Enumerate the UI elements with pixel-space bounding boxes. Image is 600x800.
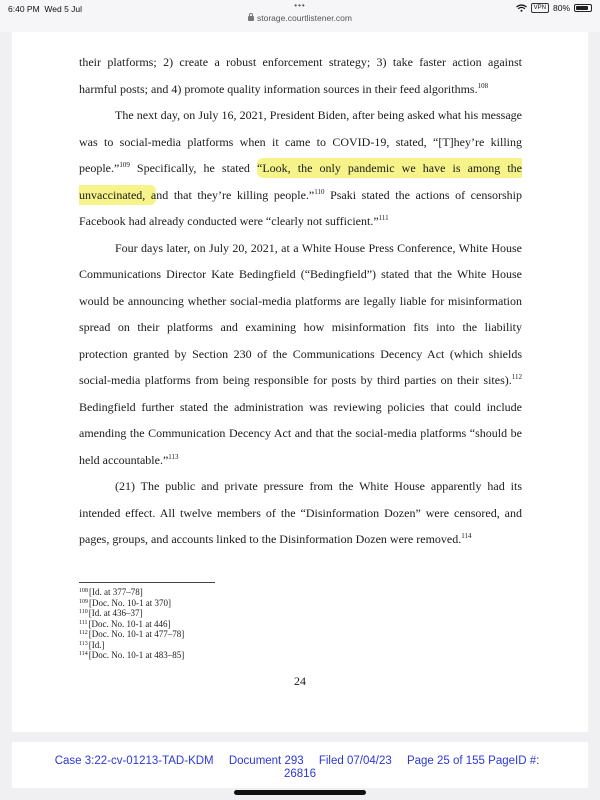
footnote-item: $^{109}$[Doc. No. 10-1 at 370] (79, 597, 171, 608)
paragraph-2: The next day, on July 16, 2021, President Biden, after being asked what his message was to social-media platforms when it came to COVID-19, stated, “[T]hey’re killing people.”$^{109}$ Specifically, he stated “Look, the only pandemic we have is among the unvaccinated, and that they’re killing people.”$^{110}$ Psaki stated the actions of censorship Facebook had already conducted were “clearly not sufficient.”$^{111}$ (79, 108, 522, 228)
document-page (12, 32, 588, 732)
lock-icon (248, 16, 254, 21)
footnote-ref[interactable]: 109 (119, 161, 130, 169)
footnote-item: $^{114}$[Doc. No. 10-1 at 483–85] (79, 650, 185, 660)
footnote-divider (79, 582, 215, 583)
tab-overview-dots-icon[interactable]: ••• (294, 1, 306, 10)
footnotes (79, 587, 184, 661)
page-id: 26816 (284, 768, 316, 780)
paragraph-4: (21) The public and private pressure from the White House apparently had its intended effect. All twelve members of the “Disinformation Dozen” were censored, and pages, groups, and accounts linked to the Disinformation Dozen were removed.$^{114}$ (79, 479, 522, 546)
paragraph-3: Four days later, on July 20, 2021, at a White House Press Conference, White House Communications Director Kate Bedingfield (“Bedingfield”) stated that the White House would be announcing whether social-media platforms are legally liable for misinformation spread on their platforms and examining how misinformation fits into the liability protection granted by Section 230 of the Communications Decency Act (which shields social-media platforms from being responsible for posts by third parties on their sites).$^{112}$ Bedingfield further stated the administration was reviewing policies that could include amending the Communication Decency Act and that the social-media platforms “should be held accountable.”$^{113}$ (79, 240, 522, 467)
highlighted-quote: “Look, the only pandemic we have is among the unvaccinated, a (79, 158, 522, 205)
wifi-icon (516, 4, 527, 12)
url-text: storage.courtlistener.com (257, 13, 352, 23)
status-time-date: 6:40 PM Wed 5 Jul (8, 4, 83, 14)
page-number: 24 (294, 674, 306, 688)
footnote-item: $^{108}$[Id. at 377–78] (79, 587, 143, 597)
vpn-badge: VPN (531, 3, 549, 13)
footnote-ref[interactable]: 110 (314, 187, 325, 196)
case-header-bar (12, 742, 588, 788)
case-number: Case 3:22-cv-01213-TAD-KDM (54, 755, 214, 767)
document-number: Document 293 (228, 755, 304, 767)
footnote-item: $^{112}$[Doc. No. 10-1 at 477–78] (79, 629, 185, 639)
document-body (79, 49, 522, 553)
filed-date: Filed 07/04/23 (318, 755, 392, 767)
footnote-ref[interactable]: 111 (378, 214, 389, 222)
footnote-ref[interactable]: 108 (477, 81, 489, 90)
battery-percent: 80% (552, 3, 570, 13)
footnote-item: $^{111}$[Doc. No. 10-1 at 446] (79, 618, 171, 629)
paragraph-1: their platforms; 2) create a robust enforcement strategy; 3) take faster action against harmful posts; and 4) promote quality information sources in their feed algorithms.$^{108}$ (79, 55, 522, 96)
footnote-item: $^{113}$[Id.] (79, 639, 105, 650)
home-indicator[interactable] (234, 790, 366, 795)
status-indicators (516, 3, 592, 13)
status-bar (0, 0, 600, 32)
footnote-ref[interactable]: 114 (461, 532, 472, 540)
footnote-item: $^{110}$[Id. at 436–37] (79, 608, 143, 618)
footnote-ref[interactable]: 113 (168, 452, 179, 461)
page-info: Page 25 of 155 PageID #: (406, 755, 540, 767)
footnote-ref[interactable]: 112 (511, 373, 522, 381)
address-bar[interactable] (0, 13, 600, 23)
battery-icon (574, 4, 592, 12)
